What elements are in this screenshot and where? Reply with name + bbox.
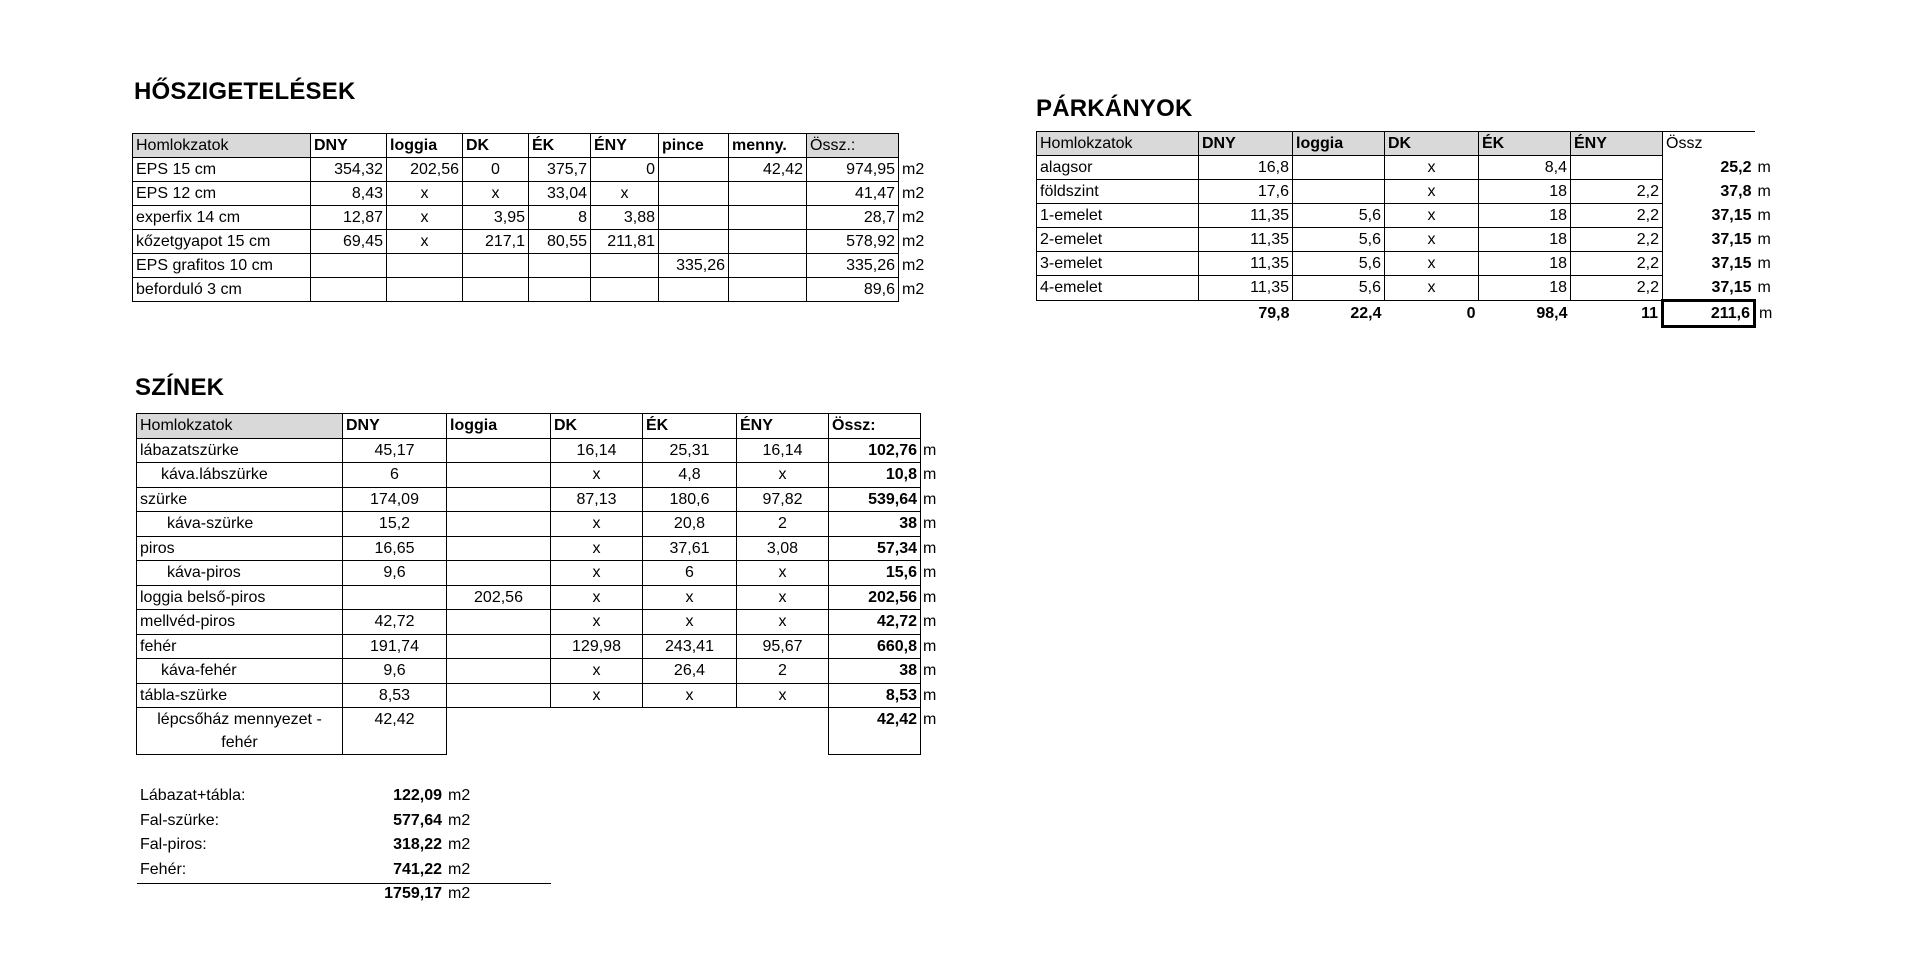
table-cell bbox=[551, 708, 643, 755]
table-cell bbox=[447, 536, 551, 561]
unit-label: m bbox=[1757, 279, 1771, 297]
column-header: DNY bbox=[311, 134, 387, 158]
table-cell bbox=[591, 278, 659, 302]
table-cell bbox=[311, 254, 387, 278]
table-cell: x bbox=[551, 463, 643, 488]
table-cell: 2,2 bbox=[1571, 276, 1663, 301]
table-cell: 8,43 bbox=[311, 182, 387, 206]
row-label: fehér bbox=[137, 634, 343, 659]
column-header: Homlokzatok bbox=[137, 414, 343, 439]
table-row bbox=[133, 158, 929, 182]
table-cell: 174,09 bbox=[343, 487, 447, 512]
row-label: piros bbox=[137, 536, 343, 561]
column-header: DK bbox=[551, 414, 643, 439]
unit-label: m bbox=[923, 441, 937, 459]
table-cell: 11,35 bbox=[1199, 276, 1293, 301]
row-total: 42,42 bbox=[829, 708, 921, 755]
unit-label: m2 bbox=[902, 281, 925, 298]
table-row bbox=[137, 512, 935, 537]
table-cell: x bbox=[1385, 180, 1479, 204]
table-cell: 4,8 bbox=[643, 463, 737, 488]
table-row bbox=[137, 463, 935, 488]
parkanyok-table bbox=[1036, 131, 1776, 328]
table-cell: 80,55 bbox=[529, 230, 591, 254]
table-cell: 335,26 bbox=[807, 254, 899, 278]
table-cell: 6 bbox=[643, 561, 737, 586]
unit-label: m2 bbox=[902, 233, 925, 250]
table-cell: 180,6 bbox=[643, 487, 737, 512]
summary-divider bbox=[137, 883, 551, 884]
table-cell: x bbox=[463, 182, 529, 206]
table-cell bbox=[729, 230, 807, 254]
table-cell bbox=[729, 182, 807, 206]
unit-label: m bbox=[923, 466, 937, 483]
table-cell bbox=[447, 487, 551, 512]
unit-label: m bbox=[1757, 207, 1771, 224]
column-header: ÉNY bbox=[591, 134, 659, 158]
summary-row bbox=[137, 858, 549, 883]
unit-label: m bbox=[923, 710, 937, 728]
table-cell bbox=[1293, 156, 1385, 180]
table-cell: 5,6 bbox=[1293, 276, 1385, 301]
table-row bbox=[133, 230, 929, 254]
row-label: lábazatszürke bbox=[137, 438, 343, 463]
table-cell: 5,6 bbox=[1293, 204, 1385, 228]
table-cell: x bbox=[1385, 276, 1479, 301]
table-cell: 42,72 bbox=[343, 610, 447, 635]
column-header: DK bbox=[463, 134, 529, 158]
summary-total-value: 1759,17 bbox=[384, 885, 442, 902]
summary-unit: m2 bbox=[448, 811, 471, 829]
totals-label-empty bbox=[1037, 300, 1199, 326]
szinek-table bbox=[136, 413, 935, 755]
hoszigeteles-title: HŐSZIGETELÉSEK bbox=[134, 78, 356, 105]
table-cell: x bbox=[737, 683, 829, 708]
table-cell: 217,1 bbox=[463, 230, 529, 254]
table-cell: x bbox=[643, 683, 737, 708]
table-cell: 8,4 bbox=[1479, 156, 1571, 180]
row-total: 37,8 bbox=[1720, 183, 1752, 200]
table-cell: 11,35 bbox=[1199, 228, 1293, 252]
table-cell: x bbox=[551, 610, 643, 635]
table-cell: x bbox=[591, 182, 659, 206]
table-row bbox=[1037, 180, 1776, 204]
table-cell: 18 bbox=[1479, 228, 1571, 252]
unit-label: m2 bbox=[902, 161, 925, 178]
unit-label: m bbox=[1757, 159, 1771, 176]
row-total: 37,15 bbox=[1711, 231, 1752, 248]
table-cell: 18 bbox=[1479, 276, 1571, 301]
table-cell: 0 bbox=[463, 158, 529, 182]
table-row bbox=[137, 487, 935, 512]
table-row bbox=[1037, 252, 1776, 276]
table-row bbox=[137, 610, 935, 635]
table-cell: 2 bbox=[737, 659, 829, 684]
table-row bbox=[1037, 228, 1776, 252]
summary-row bbox=[137, 784, 549, 809]
table-cell: x bbox=[551, 585, 643, 610]
table-cell: 3,08 bbox=[737, 536, 829, 561]
summary-total-unit: m2 bbox=[448, 885, 471, 902]
summary-value: 741,22 bbox=[393, 860, 442, 878]
table-row bbox=[133, 182, 929, 206]
table-cell: x bbox=[551, 561, 643, 586]
column-header: ÉK bbox=[1479, 132, 1571, 156]
table-cell: 33,04 bbox=[529, 182, 591, 206]
table-cell: 28,7 bbox=[807, 206, 899, 230]
table-row bbox=[133, 206, 929, 230]
unit-label: m bbox=[923, 686, 937, 704]
table-row bbox=[1037, 276, 1776, 301]
row-total: 37,15 bbox=[1711, 207, 1752, 224]
table-cell: 202,56 bbox=[387, 158, 463, 182]
table-row bbox=[137, 438, 935, 463]
summary-label: Lábazat+tábla: bbox=[140, 787, 246, 804]
header-row bbox=[1037, 132, 1776, 156]
table-row bbox=[137, 585, 935, 610]
table-cell bbox=[659, 158, 729, 182]
table-cell: x bbox=[551, 683, 643, 708]
table-cell bbox=[1571, 156, 1663, 180]
unit-label: m bbox=[923, 515, 937, 532]
row-total: 37,15 bbox=[1711, 255, 1752, 272]
table-cell: 335,26 bbox=[659, 254, 729, 278]
table-cell: 16,14 bbox=[737, 438, 829, 463]
table-cell: 974,95 bbox=[807, 158, 899, 182]
row-label: beforduló 3 cm bbox=[133, 278, 311, 302]
unit-spacer bbox=[1755, 132, 1776, 156]
summary-value: 122,09 bbox=[393, 787, 442, 804]
table-cell bbox=[659, 182, 729, 206]
table-cell: 9,6 bbox=[343, 561, 447, 586]
table-cell: 6 bbox=[343, 463, 447, 488]
row-label: földszint bbox=[1037, 180, 1199, 204]
unit-spacer bbox=[921, 414, 935, 439]
column-header: ÉNY bbox=[1571, 132, 1663, 156]
row-label: alagsor bbox=[1037, 156, 1199, 180]
column-header: loggia bbox=[387, 134, 463, 158]
table-cell: 9,6 bbox=[343, 659, 447, 684]
table-cell: 18 bbox=[1479, 180, 1571, 204]
row-total: 102,76 bbox=[829, 438, 921, 463]
table-cell: x bbox=[737, 463, 829, 488]
table-cell: 129,98 bbox=[551, 634, 643, 659]
column-header: loggia bbox=[1293, 132, 1385, 156]
table-row bbox=[137, 536, 935, 561]
table-cell: 69,45 bbox=[311, 230, 387, 254]
summary-unit: m2 bbox=[448, 836, 471, 853]
table-cell: 11,35 bbox=[1199, 204, 1293, 228]
table-row bbox=[137, 708, 935, 755]
row-label: 3-emelet bbox=[1037, 252, 1199, 276]
row-total: 57,34 bbox=[829, 536, 921, 561]
table-cell: x bbox=[737, 585, 829, 610]
unit-label: m bbox=[923, 662, 937, 679]
table-cell: 95,67 bbox=[737, 634, 829, 659]
row-total: 8,53 bbox=[829, 683, 921, 708]
table-row bbox=[133, 254, 929, 278]
table-cell: x bbox=[737, 561, 829, 586]
summary-row bbox=[137, 809, 549, 834]
table-cell bbox=[659, 206, 729, 230]
column-header: ÉK bbox=[529, 134, 591, 158]
table-cell bbox=[447, 683, 551, 708]
unit-label: m2 bbox=[902, 185, 925, 202]
table-cell: 26,4 bbox=[643, 659, 737, 684]
row-total: 25,2 bbox=[1720, 159, 1752, 176]
table-cell: 18 bbox=[1479, 252, 1571, 276]
table-cell bbox=[591, 254, 659, 278]
table-cell: 2,2 bbox=[1571, 252, 1663, 276]
row-label: 1-emelet bbox=[1037, 204, 1199, 228]
column-header: Homlokzatok bbox=[1037, 132, 1199, 156]
table-cell: 37,61 bbox=[643, 536, 737, 561]
table-cell: 17,6 bbox=[1199, 180, 1293, 204]
table-cell: 16,14 bbox=[551, 438, 643, 463]
table-cell: 8 bbox=[529, 206, 591, 230]
table-cell: 211,81 bbox=[591, 230, 659, 254]
table-cell: x bbox=[1385, 252, 1479, 276]
unit-label: m bbox=[923, 490, 937, 508]
row-label: lépcsőház mennyezet - fehér bbox=[137, 708, 343, 755]
row-label: EPS 12 cm bbox=[133, 182, 311, 206]
summary-table bbox=[137, 784, 549, 907]
table-cell: 3,95 bbox=[463, 206, 529, 230]
table-cell: 2,2 bbox=[1571, 204, 1663, 228]
table-cell: 42,42 bbox=[729, 158, 807, 182]
table-cell: x bbox=[643, 585, 737, 610]
unit-label: m bbox=[923, 613, 937, 630]
summary-unit: m2 bbox=[448, 787, 471, 804]
row-label: káva-fehér bbox=[137, 659, 343, 684]
row-total: 539,64 bbox=[829, 487, 921, 512]
table-row bbox=[137, 561, 935, 586]
table-cell bbox=[447, 463, 551, 488]
table-cell bbox=[447, 561, 551, 586]
table-cell: x bbox=[1385, 204, 1479, 228]
table-cell bbox=[463, 278, 529, 302]
unit-label: m2 bbox=[902, 209, 925, 226]
table-cell: 41,47 bbox=[807, 182, 899, 206]
row-label: EPS 15 cm bbox=[133, 158, 311, 182]
row-total: 38 bbox=[829, 512, 921, 537]
row-total: 37,15 bbox=[1711, 278, 1752, 296]
table-row bbox=[137, 683, 935, 708]
table-cell: 202,56 bbox=[447, 585, 551, 610]
table-cell: 0 bbox=[591, 158, 659, 182]
row-total: 10,8 bbox=[829, 463, 921, 488]
row-label: 2-emelet bbox=[1037, 228, 1199, 252]
table-cell: x bbox=[551, 536, 643, 561]
table-cell bbox=[659, 278, 729, 302]
table-cell: x bbox=[387, 206, 463, 230]
column-header: Homlokzatok bbox=[133, 134, 311, 158]
table-row bbox=[1037, 156, 1776, 180]
unit-label: m bbox=[923, 637, 937, 655]
row-label: experfix 14 cm bbox=[133, 206, 311, 230]
table-cell: 243,41 bbox=[643, 634, 737, 659]
row-label: káva.lábszürke bbox=[137, 463, 343, 488]
table-cell bbox=[447, 708, 551, 755]
table-cell: x bbox=[1385, 228, 1479, 252]
column-total: 98,4 bbox=[1536, 304, 1568, 322]
table-row bbox=[1037, 204, 1776, 228]
summary-row bbox=[137, 833, 549, 858]
table-cell bbox=[729, 278, 807, 302]
summary-total-label-empty bbox=[137, 882, 327, 907]
row-label: káva-szürke bbox=[137, 512, 343, 537]
table-cell bbox=[447, 634, 551, 659]
table-cell: x bbox=[737, 610, 829, 635]
column-header: Össz: bbox=[829, 414, 921, 439]
table-cell: 18 bbox=[1479, 204, 1571, 228]
table-cell: 2 bbox=[737, 512, 829, 537]
column-total: 22,4 bbox=[1350, 304, 1382, 322]
table-cell bbox=[643, 708, 737, 755]
row-label: 4-emelet bbox=[1037, 276, 1199, 301]
table-cell: x bbox=[551, 512, 643, 537]
table-cell bbox=[447, 610, 551, 635]
summary-label: Fal-piros: bbox=[140, 836, 207, 853]
row-label: mellvéd-piros bbox=[137, 610, 343, 635]
unit-spacer bbox=[899, 134, 929, 158]
table-cell bbox=[737, 708, 829, 755]
summary-value: 577,64 bbox=[393, 811, 442, 829]
totals-row bbox=[1037, 300, 1776, 326]
table-cell: 11,35 bbox=[1199, 252, 1293, 276]
table-cell: x bbox=[387, 230, 463, 254]
table-cell: 8,53 bbox=[343, 683, 447, 708]
row-total: 202,56 bbox=[829, 585, 921, 610]
table-cell bbox=[1293, 180, 1385, 204]
summary-label: Fal-szürke: bbox=[140, 811, 220, 829]
table-cell bbox=[729, 254, 807, 278]
unit-label: m bbox=[1757, 231, 1771, 248]
column-header: menny. bbox=[729, 134, 807, 158]
table-cell: 45,17 bbox=[343, 438, 447, 463]
table-cell: 15,2 bbox=[343, 512, 447, 537]
table-cell: 2,2 bbox=[1571, 228, 1663, 252]
table-cell bbox=[387, 254, 463, 278]
header-row bbox=[137, 414, 935, 439]
table-cell: 16,65 bbox=[343, 536, 447, 561]
table-cell: 191,74 bbox=[343, 634, 447, 659]
row-total: 38 bbox=[829, 659, 921, 684]
column-header: DK bbox=[1385, 132, 1479, 156]
table-cell: 89,6 bbox=[807, 278, 899, 302]
table-cell: 5,6 bbox=[1293, 228, 1385, 252]
table-cell bbox=[463, 254, 529, 278]
row-label: loggia belső-piros bbox=[137, 585, 343, 610]
table-cell: x bbox=[551, 659, 643, 684]
table-cell: 2,2 bbox=[1571, 180, 1663, 204]
column-header: ÉNY bbox=[737, 414, 829, 439]
table-cell bbox=[343, 585, 447, 610]
header-row bbox=[133, 134, 929, 158]
row-label: szürke bbox=[137, 487, 343, 512]
table-cell: x bbox=[387, 182, 463, 206]
table-cell: 5,6 bbox=[1293, 252, 1385, 276]
summary-total-row bbox=[137, 882, 549, 907]
table-cell bbox=[729, 206, 807, 230]
row-label: EPS grafitos 10 cm bbox=[133, 254, 311, 278]
table-cell: 87,13 bbox=[551, 487, 643, 512]
row-label: tábla-szürke bbox=[137, 683, 343, 708]
unit-label: m bbox=[1757, 255, 1771, 272]
row-label: káva-piros bbox=[137, 561, 343, 586]
column-header: Össz bbox=[1663, 132, 1755, 156]
table-cell bbox=[529, 254, 591, 278]
table-cell bbox=[529, 278, 591, 302]
summary-value: 318,22 bbox=[393, 836, 442, 853]
table-cell: 354,32 bbox=[311, 158, 387, 182]
column-header: loggia bbox=[447, 414, 551, 439]
column-header: ÉK bbox=[643, 414, 737, 439]
grand-total: 211,6 bbox=[1663, 300, 1755, 326]
hoszigeteles-table bbox=[132, 133, 929, 302]
unit-label: m2 bbox=[902, 257, 925, 274]
table-cell bbox=[659, 230, 729, 254]
table-row bbox=[137, 659, 935, 684]
szinek-title: SZÍNEK bbox=[135, 374, 225, 401]
table-cell: 97,82 bbox=[737, 487, 829, 512]
table-cell bbox=[447, 512, 551, 537]
row-label: kőzetgyapot 15 cm bbox=[133, 230, 311, 254]
column-total: 0 bbox=[1466, 304, 1476, 322]
row-total: 15,6 bbox=[829, 561, 921, 586]
table-row bbox=[137, 634, 935, 659]
row-total: 660,8 bbox=[829, 634, 921, 659]
table-cell: x bbox=[643, 610, 737, 635]
table-cell bbox=[311, 278, 387, 302]
unit-label: m bbox=[1757, 183, 1771, 200]
column-total: 11 bbox=[1641, 304, 1658, 322]
table-cell: 42,42 bbox=[343, 708, 447, 755]
table-cell: x bbox=[1385, 156, 1479, 180]
table-cell: 12,87 bbox=[311, 206, 387, 230]
table-cell bbox=[447, 438, 551, 463]
summary-label: Fehér: bbox=[140, 860, 187, 878]
table-cell: 20,8 bbox=[643, 512, 737, 537]
table-cell: 3,88 bbox=[591, 206, 659, 230]
unit-label: m bbox=[1759, 304, 1773, 322]
unit-label: m bbox=[923, 564, 937, 581]
parkanyok-title: PÁRKÁNYOK bbox=[1036, 95, 1193, 122]
column-header: DNY bbox=[343, 414, 447, 439]
table-cell: 16,8 bbox=[1199, 156, 1293, 180]
table-cell: 25,31 bbox=[643, 438, 737, 463]
unit-label: m bbox=[923, 588, 937, 606]
column-total: 79,8 bbox=[1258, 304, 1290, 322]
table-cell bbox=[387, 278, 463, 302]
column-header: pince bbox=[659, 134, 729, 158]
table-cell: 578,92 bbox=[807, 230, 899, 254]
summary-unit: m2 bbox=[448, 860, 471, 878]
column-header: Össz.: bbox=[807, 134, 899, 158]
unit-label: m bbox=[923, 539, 937, 557]
table-cell: 375,7 bbox=[529, 158, 591, 182]
table-row bbox=[133, 278, 929, 302]
column-header: DNY bbox=[1199, 132, 1293, 156]
table-cell bbox=[447, 659, 551, 684]
row-total: 42,72 bbox=[829, 610, 921, 635]
